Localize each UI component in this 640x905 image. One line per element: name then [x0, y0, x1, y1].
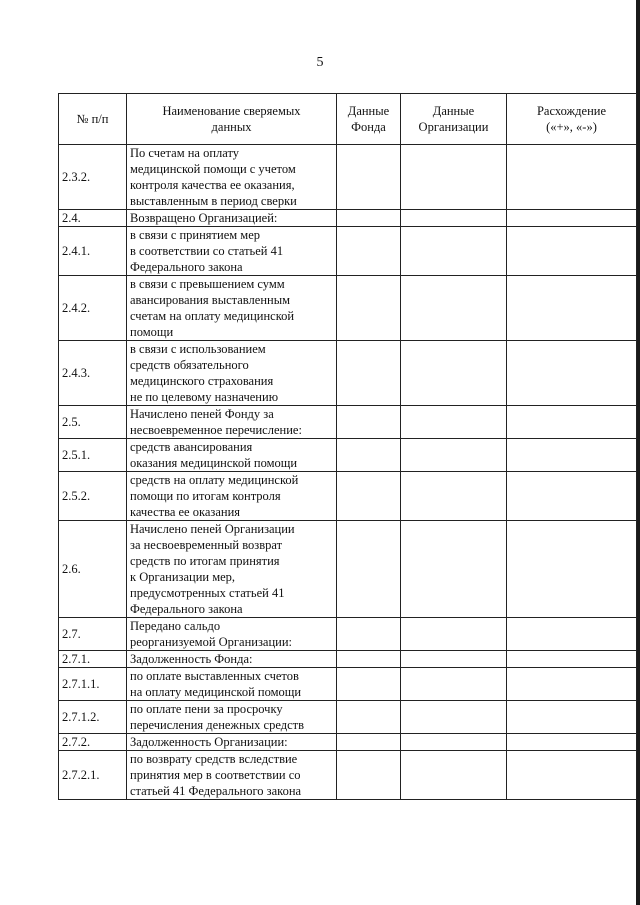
row-name-line: в связи с использованием [130, 342, 266, 356]
org-value-cell [401, 701, 507, 734]
row-name [127, 734, 337, 751]
org-value-cell [401, 751, 507, 800]
row-name [127, 227, 337, 276]
diff-value-cell [507, 751, 637, 800]
diff-value-cell [507, 406, 637, 439]
diff-value-cell [507, 276, 637, 341]
row-name-line: по возврату средств вследствие [130, 752, 298, 766]
row-number: 2.7.2. [59, 734, 127, 751]
table-row [59, 751, 637, 800]
row-name-line: статьей 41 Федерального закона [130, 784, 302, 798]
row-name [127, 439, 337, 472]
row-number: 2.4.2. [59, 276, 127, 341]
fund-value-cell [337, 227, 401, 276]
row-number: 2.4.1. [59, 227, 127, 276]
row-number: 2.7.1.2. [59, 701, 127, 734]
diff-value-cell [507, 668, 637, 701]
org-value-cell [401, 472, 507, 521]
reconciliation-table [58, 93, 637, 800]
row-name-line: к Организации мер, [130, 570, 236, 584]
row-name [127, 472, 337, 521]
table-row [59, 406, 637, 439]
fund-value-cell [337, 701, 401, 734]
table-row [59, 439, 637, 472]
table-row [59, 668, 637, 701]
row-name-line: не по целевому назначению [130, 390, 279, 404]
diff-value-cell [507, 210, 637, 227]
row-name-line: в соответствии со статьей 41 [130, 244, 284, 258]
row-name-line: по оплате выставленных счетов [130, 669, 299, 683]
table-row [59, 145, 637, 210]
row-name [127, 341, 337, 406]
row-name-line: перечисления денежных средств [130, 718, 304, 732]
row-name [127, 701, 337, 734]
fund-value-cell [337, 276, 401, 341]
row-name [127, 618, 337, 651]
table-header-row [59, 94, 637, 145]
row-name [127, 751, 337, 800]
row-name-line: средств обязательного [130, 358, 249, 372]
diff-value-cell [507, 618, 637, 651]
row-name-line: помощи [130, 325, 174, 339]
org-value-cell [401, 406, 507, 439]
row-name-line: Задолженность Фонда: [130, 652, 253, 666]
fund-value-cell [337, 145, 401, 210]
fund-value-cell [337, 406, 401, 439]
header-num: № п/п [59, 94, 127, 145]
row-name-line: на оплату медицинской помощи [130, 685, 302, 699]
row-name-line: качества ее оказания [130, 505, 241, 519]
table-row [59, 276, 637, 341]
row-name [127, 210, 337, 227]
fund-value-cell [337, 618, 401, 651]
row-name-line: средств по итогам принятия [130, 554, 280, 568]
row-name [127, 276, 337, 341]
diff-value-cell [507, 701, 637, 734]
page-number: 5 [316, 55, 324, 70]
row-name-line: помощи по итогам контроля [130, 489, 281, 503]
header-org: Данные Организации [401, 94, 507, 145]
org-value-cell [401, 651, 507, 668]
row-name [127, 668, 337, 701]
row-number: 2.7.2.1. [59, 751, 127, 800]
org-value-cell [401, 145, 507, 210]
diff-value-cell [507, 472, 637, 521]
fund-value-cell [337, 439, 401, 472]
row-number: 2.5.2. [59, 472, 127, 521]
table-row [59, 341, 637, 406]
row-name-line: Возвращено Организацией: [130, 211, 278, 225]
table-row [59, 618, 637, 651]
row-name-line: медицинской помощи с учетом [130, 162, 296, 176]
org-value-cell [401, 227, 507, 276]
row-name-line: медицинского страхования [130, 374, 274, 388]
row-number: 2.7. [59, 618, 127, 651]
diff-value-cell [507, 341, 637, 406]
org-value-cell [401, 521, 507, 618]
row-name-line: в связи с принятием мер [130, 228, 260, 242]
diff-value-cell [507, 521, 637, 618]
table-row [59, 521, 637, 618]
diff-value-cell [507, 145, 637, 210]
header-fund: Данные Фонда [337, 94, 401, 145]
row-name-line: за несвоевременный возврат [130, 538, 283, 552]
row-number: 2.7.1. [59, 651, 127, 668]
row-name [127, 521, 337, 618]
row-name-line: Начислено пеней Фонду за [130, 407, 274, 421]
org-value-cell [401, 668, 507, 701]
row-number: 2.4. [59, 210, 127, 227]
table-row [59, 210, 637, 227]
org-value-cell [401, 210, 507, 227]
fund-value-cell [337, 651, 401, 668]
row-name-line: авансирования выставленным [130, 293, 291, 307]
header-name: Наименование сверяемых данных [127, 94, 337, 145]
diff-value-cell [507, 651, 637, 668]
row-name-line: Начислено пеней Организации [130, 522, 295, 536]
row-number: 2.6. [59, 521, 127, 618]
diff-value-cell [507, 439, 637, 472]
row-name-line: счетам на оплату медицинской [130, 309, 295, 323]
fund-value-cell [337, 734, 401, 751]
row-name-line: контроля качества ее оказания, [130, 178, 295, 192]
org-value-cell [401, 341, 507, 406]
header-diff: Расхождение («+», «-») [507, 94, 637, 145]
table-row [59, 734, 637, 751]
row-number: 2.7.1.1. [59, 668, 127, 701]
diff-value-cell [507, 734, 637, 751]
table-row [59, 472, 637, 521]
row-name [127, 651, 337, 668]
fund-value-cell [337, 751, 401, 800]
row-number: 2.5. [59, 406, 127, 439]
org-value-cell [401, 276, 507, 341]
row-name [127, 145, 337, 210]
row-number: 2.4.3. [59, 341, 127, 406]
org-value-cell [401, 618, 507, 651]
fund-value-cell [337, 210, 401, 227]
diff-value-cell [507, 227, 637, 276]
table-row [59, 701, 637, 734]
row-name-line: реорганизуемой Организации: [130, 635, 292, 649]
table-row [59, 651, 637, 668]
row-name-line: Задолженность Организации: [130, 735, 288, 749]
fund-value-cell [337, 472, 401, 521]
row-name-line: Федерального закона [130, 260, 243, 274]
row-name-line: Федерального закона [130, 602, 243, 616]
org-value-cell [401, 439, 507, 472]
row-name-line: предусмотренных статьей 41 [130, 586, 285, 600]
fund-value-cell [337, 668, 401, 701]
fund-value-cell [337, 341, 401, 406]
row-number: 2.5.1. [59, 439, 127, 472]
table-row [59, 227, 637, 276]
row-name-line: выставленным в период сверки [130, 194, 297, 208]
fund-value-cell [337, 521, 401, 618]
row-name-line: средств на оплату медицинской [130, 473, 299, 487]
row-name-line: принятия мер в соответствии со [130, 768, 301, 782]
row-name-line: оказания медицинской помощи [130, 456, 298, 470]
row-name [127, 406, 337, 439]
row-name-line: в связи с превышением сумм [130, 277, 285, 291]
row-name-line: по оплате пени за просрочку [130, 702, 283, 716]
row-name-line: несвоевременное перечисление: [130, 423, 302, 437]
row-number: 2.3.2. [59, 145, 127, 210]
row-name-line: Передано сальдо [130, 619, 221, 633]
org-value-cell [401, 734, 507, 751]
row-name-line: По счетам на оплату [130, 146, 240, 160]
row-name-line: средств авансирования [130, 440, 253, 454]
